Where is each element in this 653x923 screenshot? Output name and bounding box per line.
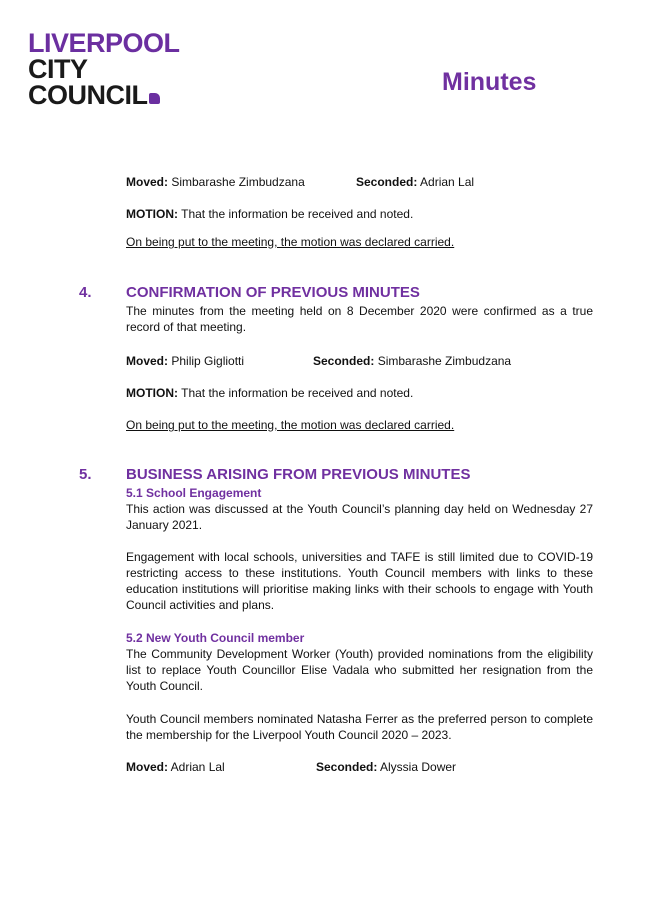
seconded-line-2 bbox=[313, 353, 511, 369]
motion-result-1: On being put to the meeting, the motion was declared carried. bbox=[126, 235, 455, 249]
subsection-5-1-title: 5.1 School Engagement bbox=[126, 486, 262, 500]
seconded-name: Simbarashe Zimbudzana bbox=[377, 354, 512, 368]
seconded-name: Alyssia Dower bbox=[380, 760, 457, 774]
section-4-body: The minutes from the meeting held on 8 December 2020 were confirmed as a true record of that meeting. bbox=[126, 304, 593, 334]
subsection-5-2-paragraph-2: Youth Council members nominated Natasha Ferrer as the preferred person to complete the membership for the Liverpool Youth Council 2020 – 2023. bbox=[126, 712, 593, 742]
seconded-label: Seconded: bbox=[316, 760, 378, 774]
section-5-title: BUSINESS ARISING FROM PREVIOUS MINUTES bbox=[126, 466, 471, 483]
moved-line-1 bbox=[126, 174, 305, 190]
motion-result-2: On being put to the meeting, the motion was declared carried. bbox=[126, 418, 455, 432]
moved-label: Moved: bbox=[126, 354, 168, 368]
motion-line-1 bbox=[126, 206, 413, 222]
section-4-number: 4. bbox=[79, 284, 92, 301]
motion-label: MOTION: bbox=[126, 386, 178, 400]
seconded-line-3 bbox=[316, 759, 456, 775]
seconded-name: Adrian Lal bbox=[420, 175, 475, 189]
seconded-line-1 bbox=[356, 174, 474, 190]
seconded-label: Seconded: bbox=[356, 175, 418, 189]
subsection-5-2-paragraph-1: The Community Development Worker (Youth) provided nominations from the eligibility list to replace Youth Councillor Elise Vadala who submitted her resignation from the Youth Council. bbox=[126, 647, 593, 693]
subsection-5-1-paragraph-2: Engagement with local schools, universities and TAFE is still limited due to COVID-19 restricting access to these institutions. Youth Council members with links to these education institutions will prioritise making links with their schools to engage with Youth Council activities and plans. bbox=[126, 550, 593, 612]
seconded-label: Seconded: bbox=[313, 354, 375, 368]
logo-line-3: COUNCIL bbox=[28, 80, 148, 110]
moved-line-3 bbox=[126, 759, 225, 775]
subsection-5-1-paragraph-1: This action was discussed at the Youth Council’s planning day held on Wednesday 27 January 2021. bbox=[126, 502, 593, 532]
moved-label: Moved: bbox=[126, 760, 168, 774]
moved-name: Philip Gigliotti bbox=[171, 354, 245, 368]
section-4-title: CONFIRMATION OF PREVIOUS MINUTES bbox=[126, 284, 420, 301]
logo-line-2: CITY bbox=[28, 54, 88, 84]
motion-text: That the information be received and noted. bbox=[181, 207, 414, 221]
council-logo bbox=[28, 30, 180, 108]
motion-label: MOTION: bbox=[126, 207, 178, 221]
logo-line-1: LIVERPOOL bbox=[28, 28, 180, 58]
subsection-5-2-title: 5.2 New Youth Council member bbox=[126, 631, 305, 645]
moved-line-2 bbox=[126, 353, 244, 369]
motion-text: That the information be received and noted. bbox=[181, 386, 414, 400]
motion-line-2 bbox=[126, 385, 413, 401]
moved-name: Simbarashe Zimbudzana bbox=[171, 175, 305, 189]
logo-mark-icon bbox=[149, 93, 160, 104]
moved-name: Adrian Lal bbox=[170, 760, 225, 774]
document-title: Minutes bbox=[442, 68, 537, 96]
section-5-number: 5. bbox=[79, 466, 92, 483]
logo-line-3-wrap bbox=[28, 82, 180, 108]
moved-label: Moved: bbox=[126, 175, 168, 189]
